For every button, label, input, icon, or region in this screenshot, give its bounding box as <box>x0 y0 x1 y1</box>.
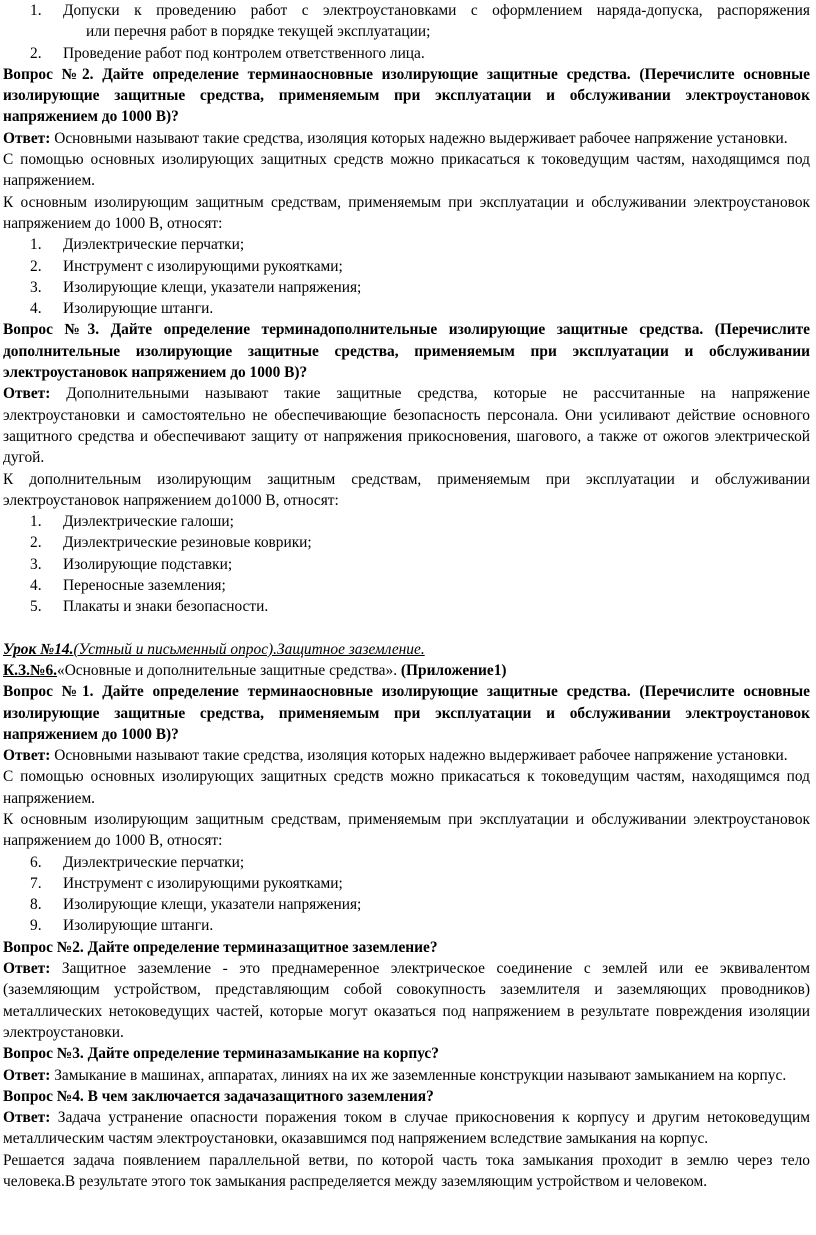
list-text: Допуски к проведению работ с электроустановками с оформлением наряда-допуска, распоряжения <box>63 2 810 19</box>
spacer <box>3 618 810 639</box>
kz-number: К.З.№6. <box>3 661 57 679</box>
list-number: 6. <box>30 853 42 871</box>
list-text: Инструмент с изолирующими рукоятками; <box>63 257 343 275</box>
list-item <box>3 234 810 255</box>
kz-title: «Основные и дополнительные защитные средства». <box>57 661 398 679</box>
paragraph: С помощью основных изолирующих защитных средств можно прикасаться к токоведущим частям, находящимся под напряжением. <box>3 768 810 807</box>
list-number: 4. <box>30 577 42 595</box>
list-number: 2. <box>30 257 42 275</box>
list-item <box>3 554 810 575</box>
list-text: Диэлектрические перчатки; <box>63 236 245 254</box>
answer-text: Основными называют такие средства, изоляция которых надежно выдерживает рабочее напряжение установки. <box>50 129 788 147</box>
list-text: Диэлектрические перчатки; <box>63 853 245 871</box>
paragraph: К основным изолирующим защитным средствам, применяемым при эксплуатации и обслуживании электроустановок напряжением до 1000 В, относят: <box>3 193 810 232</box>
list-number: 5. <box>30 598 42 616</box>
list-number: 8. <box>30 896 42 914</box>
paragraph: Решается задача появлением параллельной ветви, по которой часть тока замыкания проходит в землю через тело человека.В результате этого ток замыкания распределяется между заземляющим устройством и человеком. <box>3 1151 810 1191</box>
list-item <box>3 277 810 298</box>
list-item <box>3 43 810 64</box>
list-text: Переносные заземления; <box>63 577 226 595</box>
list-number: 2. <box>30 534 42 552</box>
answer-paragraph <box>3 958 810 1043</box>
lesson-title <box>3 639 810 660</box>
answer-label: Ответ: <box>3 1066 51 1084</box>
list-text: Диэлектрические галоши; <box>63 513 234 531</box>
kz-line <box>3 660 810 681</box>
list-number: 3. <box>30 555 42 573</box>
answer-paragraph <box>3 128 810 149</box>
paragraph: К основным изолирующим защитным средствам, применяемым при эксплуатации и обслуживании электроустановок напряжением до 1000 В, относят: <box>3 810 810 850</box>
list-item <box>3 575 810 596</box>
list-number: 7. <box>30 874 42 892</box>
list-item <box>3 894 810 915</box>
answer-text: Основными называют такие средства, изоляция которых надежно выдерживает рабочее напряжение установки. <box>50 747 788 765</box>
list-number: 4. <box>30 300 42 318</box>
list-text: Изолирующие подставки; <box>63 555 233 573</box>
lesson-number: Урок №14. <box>3 640 74 658</box>
list-text: Проведение работ под контролем ответственного лица. <box>63 44 425 62</box>
list-item <box>3 256 810 277</box>
list-number: 3. <box>30 278 42 296</box>
list-text: Плакаты и знаки безопасности. <box>63 598 269 616</box>
list-text: Изолирующие штанги. <box>63 300 214 318</box>
answer-label: Ответ: <box>3 129 51 147</box>
list-item <box>3 0 810 43</box>
kz-appendix: (Приложение1) <box>397 661 507 679</box>
answer-text: Дополнительными называют такие защитные средства, которые не рассчитанные на напряжение электроустановки и самостоятельно не обеспечивающие безопасность персонала. Они усиливают действие основного защитного средства и обеспечивают защиту от напряжения прикосновения, шагового, а также от ожогов электрической дугой. <box>3 385 810 467</box>
list-item <box>3 852 810 873</box>
list-item <box>3 298 810 319</box>
question-heading: Вопрос №3. Дайте определение терминазамыкание на корпус? <box>3 1045 439 1063</box>
list-number: 1. <box>30 236 42 254</box>
numbered-list <box>3 511 810 617</box>
list-number: 9. <box>30 917 42 935</box>
question-heading: Вопрос №2. Дайте определение терминаосновные изолирующие защитные средства. (Перечислите основные изолирующие защитные средства, применяемым при эксплуатации и обслуживании электроустановок напряжением до 1000 В)? <box>3 65 810 126</box>
answer-paragraph <box>3 745 810 766</box>
question-heading: Вопрос №2. Дайте определение терминазащитное заземление? <box>3 938 438 956</box>
list-text: Инструмент с изолирующими рукоятками; <box>63 874 343 892</box>
answer-paragraph <box>3 383 810 468</box>
list-item <box>3 873 810 894</box>
paragraph: С помощью основных изолирующих защитных средств можно прикасаться к токоведущим частям, находящимся под напряжением. <box>3 151 810 190</box>
lesson-topic: (Устный и письменный опрос).Защитное заземление. <box>73 640 425 658</box>
list-text: Изолирующие клещи, указатели напряжения; <box>63 278 362 296</box>
list-item <box>3 511 810 532</box>
question-heading: Вопрос №3. Дайте определение терминадополнительные изолирующие защитные средства. (Перечислите дополнительные изолирующие защитные средства, применяемым при эксплуатации и обслуживании электроустановок напряжением до 1000 В)? <box>3 321 810 382</box>
paragraph: К дополнительным изолирующим защитным средствам, применяемым при эксплуатации и обслуживании электроустановок напряжением до1000 В, относят: <box>3 470 810 509</box>
answer-paragraph <box>3 1107 810 1150</box>
list-item <box>3 915 810 936</box>
answer-text: Задача устранение опасности поражения током в случае прикосновения к корпусу и другим нетоковедущим металлическим частям электроустановки, оказавшимся под напряжением вследствие замыкания на корпус. <box>3 1109 810 1148</box>
question-heading: Вопрос №1. Дайте определение терминаосновные изолирующие защитные средства. (Перечислите основные изолирующие защитные средства, применяемым при эксплуатации и обслуживании электроустановок напряжением до 1000 В)? <box>3 683 810 743</box>
answer-label: Ответ: <box>3 747 51 765</box>
list-item <box>3 596 810 617</box>
list-number: 2. <box>30 44 42 62</box>
list-text: Изолирующие клещи, указатели напряжения; <box>63 896 362 914</box>
list-text-continuation: или перечня работ в порядке текущей эксплуатации; <box>86 23 431 41</box>
answer-label: Ответ: <box>3 385 51 403</box>
top-list <box>3 0 810 64</box>
answer-text: Защитное заземление - это преднамеренное электрическое соединение с землей или ее эквивалентом (заземляющим устройством, представляющим собой совокупность заземлителя и заземляющих проводников) металлических нетоковедущих частей, которые могут оказаться под напряжением в результате повреждения изоляции электроустановки. <box>3 960 810 1041</box>
answer-paragraph <box>3 1065 810 1086</box>
question-heading: Вопрос №4. В чем заключается задачазащитного заземления? <box>3 1087 434 1105</box>
list-number: 1. <box>30 2 42 19</box>
numbered-list <box>3 852 810 937</box>
answer-label: Ответ: <box>3 1109 51 1127</box>
list-item <box>3 532 810 553</box>
numbered-list <box>3 234 810 319</box>
list-text: Изолирующие штанги. <box>63 917 214 935</box>
list-text: Диэлектрические резиновые коврики; <box>63 534 312 552</box>
answer-text: Замыкание в машинах, аппаратах, линиях на их же заземленные конструкции называют замыканием на корпус. <box>50 1066 787 1084</box>
answer-label: Ответ: <box>3 960 51 978</box>
list-number: 1. <box>30 513 42 531</box>
